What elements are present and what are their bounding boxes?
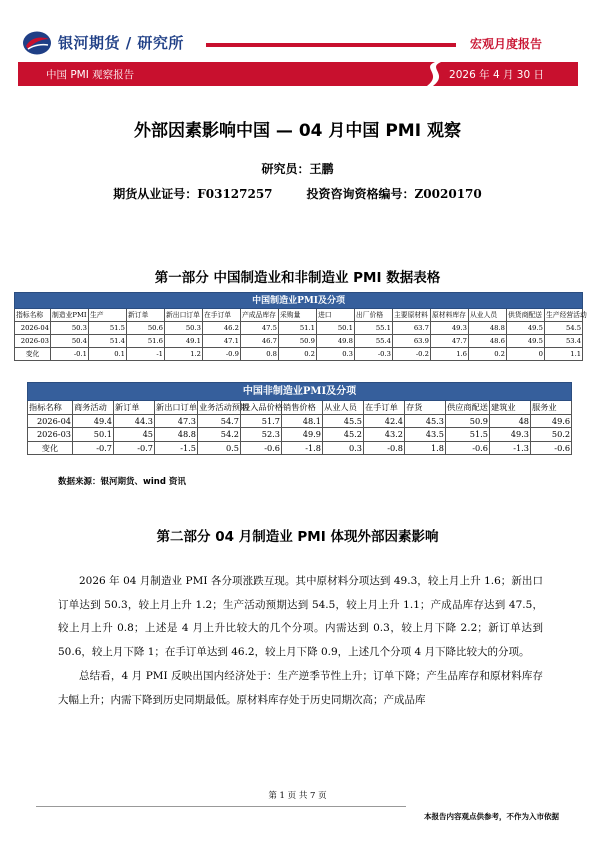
table-cell: 43.2 [364,428,405,442]
table-cell: 0.2 [279,348,317,361]
table-cell: 63.7 [393,322,431,335]
column-header: 原材料库存 [431,309,469,322]
table-cell: -0.7 [114,441,155,455]
table-cell: 51.4 [89,335,127,348]
table-cell: 49.1 [165,335,203,348]
column-header: 采购量 [279,309,317,322]
table-row [28,414,572,428]
data-source: 数据来源：银河期货、wind 资讯 [58,477,186,487]
table-cell: -0.2 [393,348,431,361]
row-label: 2026-04 [28,414,73,428]
footer-rule [36,806,406,807]
table-cell: 49.3 [431,322,469,335]
table-cell: 53.4 [545,335,583,348]
table-cell: 0 [507,348,545,361]
table-cell: 0.8 [241,348,279,361]
table-cell: 0.1 [89,348,127,361]
table-cell: 50.1 [317,322,355,335]
column-header: 出厂价格 [355,309,393,322]
table-row [15,348,583,361]
column-header: 在手订单 [203,309,241,322]
table-cell: -0.8 [364,441,405,455]
table-cell: -0.7 [73,441,114,455]
row-label: 2026-03 [28,428,73,442]
column-header: 供应商配送 [447,402,488,413]
certifications [0,185,595,202]
page-number: 第 1 页 共 7 页 [268,791,327,801]
table-cell: 0.5 [198,441,241,455]
table-cell: 44.3 [114,414,155,428]
table-cell: 50.3 [51,322,89,335]
table-cell: 42.4 [364,414,405,428]
table-row [15,322,583,335]
table-cell: -1.8 [282,441,323,455]
table-cell: -0.1 [51,348,89,361]
table-cell: 1.6 [431,348,469,361]
column-header: 服务业 [531,401,572,415]
table-caption-row [28,383,572,401]
table-cell: 43.5 [405,428,446,442]
table-cell: 51.6 [127,335,165,348]
table-caption: 中国非制造业PMI及分项 [28,383,572,401]
report-series: 中国 PMI 观察报告 [46,69,135,81]
table-cell: 1.1 [545,348,583,361]
column-header: 生产 [89,309,127,322]
column-header: 新订单 [114,401,155,415]
report-date: 2026 年 4 月 30 日 [449,69,544,81]
brand-name: 银河期货 / 研究所 [58,34,184,52]
column-header: 新出口订单 [165,309,203,322]
researcher: 研究员：王鹏 [261,162,334,176]
table-cell: 46.2 [203,322,241,335]
table-cell: 50.2 [531,428,572,442]
table-cell: 0.3 [317,348,355,361]
table-cell: 54.7 [198,414,241,428]
column-header: 新出口订单 [156,402,197,413]
table-cell: 48.8 [155,428,198,442]
table-cell: 54.5 [545,322,583,335]
table-cell: 47.5 [241,322,279,335]
table-cell: 47.7 [431,335,469,348]
table-cell: -0.9 [203,348,241,361]
table-caption: 中国制造业PMI及分项 [15,293,583,309]
section-1-title: 第一部分 中国制造业和非制造业 PMI 数据表格 [154,270,441,286]
table-cell: 0.2 [469,348,507,361]
table-cell: -1.3 [490,441,531,455]
column-header: 主要原材料 [393,309,431,322]
table-cell: 45.2 [323,428,364,442]
column-header: 供货商配送 [507,309,545,322]
table-cell: 50.4 [51,335,89,348]
table-row [28,441,572,455]
report-title: 外部因素影响中国 — 04 月中国 PMI 观察 [134,121,461,141]
table-cell: 1.2 [165,348,203,361]
table-cell: 45 [114,428,155,442]
table-cell: 54.2 [198,428,241,442]
table-cell: -0.3 [355,348,393,361]
table-cell: -0.6 [241,441,282,455]
table-cell: 48 [490,414,531,428]
body-text [58,570,543,713]
table-caption-row [15,293,583,309]
table-cell: 49.5 [507,322,545,335]
paragraph: 总结看，4 月 PMI 反映出国内经济处于：生产逆季节性上升；订单下降；产生品库存和原材料库存大幅上升；内需下降到历史同期最低。原材料库存处于历史同期次高；产成品库 [58,670,543,706]
table-cell: 46.7 [241,335,279,348]
column-header: 制造业PMI [51,309,89,322]
futures-cert: 期货从业证号：F03127257 [113,187,273,201]
galaxy-logo-icon [22,30,52,56]
table-cell: 45.3 [405,414,446,428]
table-cell: 55.4 [355,335,393,348]
table-header-row [28,401,572,415]
column-header: 指标名称 [15,309,51,322]
table-cell: 1.8 [405,441,446,455]
report-type: 宏观月度报告 [470,37,543,51]
table-cell: -0.6 [531,441,572,455]
table-cell: 52.3 [241,428,282,442]
row-label: 2026-03 [15,335,51,348]
table-cell: -1.5 [155,441,198,455]
column-header: 从业人员 [469,309,507,322]
table-cell: 0.3 [323,441,364,455]
row-label: 变化 [15,348,51,361]
table-cell: 50.6 [127,322,165,335]
table-cell: 48.1 [282,414,323,428]
paragraph: 2026 年 04 月制造业 PMI 各分项涨跌互现。其中原材料分项达到 49.3，较上月上升 1.6；新出口订单达到 50.3，较上月上升 1.2；生产活动预期达到 54.5，较上月上升 1.1；产成品库存达到 47.5，较上月上升 0.8；上述是 4 月上升比较大的几个分项。内需达到 0.3，较上月下降 2.2；新订单达到 50.6，较上月下降 1；在手订单达到 46.2，较上月下降 0.9，上述几个分项 4 月下降比较大的分项。 [58,575,543,658]
table-cell: 63.9 [393,335,431,348]
column-header: 产成品库存 [241,309,279,322]
table-cell: 55.1 [355,322,393,335]
header-rule [206,43,456,47]
column-header: 销售价格 [282,401,323,415]
table-cell: 51.5 [446,428,490,442]
table-cell: 51.1 [279,322,317,335]
table-cell: 47.1 [203,335,241,348]
column-header: 指标名称 [28,401,73,415]
table-cell: 49.6 [531,414,572,428]
table-cell: 50.1 [73,428,114,442]
table-cell: 48.6 [469,335,507,348]
column-header: 业务活动预期 [199,402,249,413]
table-cell: 50.9 [446,414,490,428]
row-label: 变化 [28,441,73,455]
table-cell: 50.9 [279,335,317,348]
header-banner [18,62,578,86]
column-header: 存货 [405,401,446,415]
row-label: 2026-04 [15,322,51,335]
table-cell: 47.3 [155,414,198,428]
table-cell: 49.8 [317,335,355,348]
table-cell: -1 [127,348,165,361]
column-header: 投入品价格 [242,402,283,413]
table-cell: 49.3 [490,428,531,442]
column-header: 在手订单 [364,401,405,415]
table-cell: 51.7 [241,414,282,428]
table-row [15,335,583,348]
table-header-row [15,309,583,322]
non-manufacturing-pmi-table [27,382,572,455]
table-cell: 49.5 [507,335,545,348]
column-header: 新订单 [127,309,165,322]
column-header: 进口 [317,309,355,322]
table-row [28,428,572,442]
disclaimer: 本报告内容观点供参考，不作为入市依据 [424,812,559,821]
table-cell: 49.4 [73,414,114,428]
table-cell: 45.5 [323,414,364,428]
column-header: 建筑业 [490,401,531,415]
column-header: 生产经营活动 [545,309,583,322]
table-cell: 49.9 [282,428,323,442]
advisory-cert: 投资咨询资格编号：Z0020170 [306,187,482,201]
manufacturing-pmi-table [14,292,587,361]
column-header: 从业人员 [323,401,364,415]
table-cell: 48.8 [469,322,507,335]
section-2-title: 第二部分 04 月制造业 PMI 体现外部因素影响 [156,529,439,545]
column-header: 商务活动 [73,401,114,415]
table-cell: 51.5 [89,322,127,335]
table-cell: 50.3 [165,322,203,335]
swoosh-icon [413,62,449,86]
table-cell: -0.6 [446,441,490,455]
